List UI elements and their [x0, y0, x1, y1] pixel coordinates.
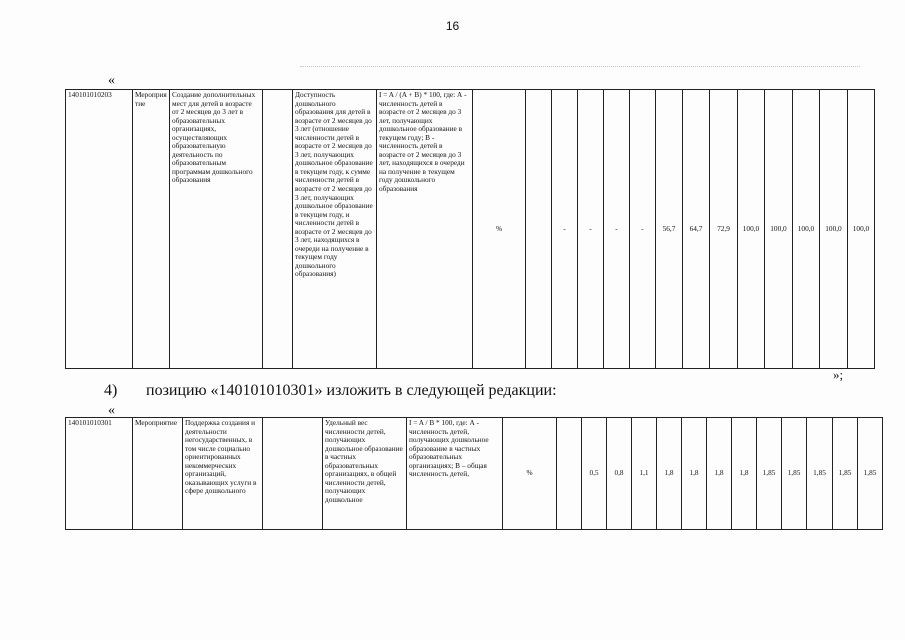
value-cell: 1,85: [757, 418, 782, 530]
value-cell: 0,8: [607, 418, 632, 530]
scan-noise-line: [300, 66, 860, 71]
value-cell: 1,8: [657, 418, 682, 530]
value-cell: [557, 418, 582, 530]
value-cell: 0,5: [582, 418, 607, 530]
value-cell: 100,0: [738, 90, 765, 369]
table-position-140101010301: [65, 417, 883, 530]
value-cell: -: [578, 90, 604, 369]
value-cell: 1,8: [732, 418, 757, 530]
value-cell: [526, 90, 552, 369]
position-name: Поддержка создания и деятельности негосударственных, в том числе социально ориентированных некоммерческих организаций, оказывающих услуги в сфере дошкольного: [183, 418, 263, 530]
value-cell: 100,0: [820, 90, 848, 369]
table-row: [66, 418, 883, 530]
value-cell: 1,8: [707, 418, 732, 530]
value-cell: 56,7: [656, 90, 683, 369]
value-cell: -: [604, 90, 630, 369]
value-cell: 100,0: [765, 90, 793, 369]
position-code: 140101010203: [66, 90, 133, 369]
opening-quote-1: «: [108, 73, 115, 88]
value-cell: 1,85: [833, 418, 858, 530]
value-cell: -: [552, 90, 578, 369]
page-number: 16: [445, 19, 460, 33]
indicator-name: Доступность дошкольного образования для детей в возрасте от 2 месяцев до 3 лет (отношение численности детей в возрасте от 2 месяцев до 3 лет, получающих дошкольное образование в текущем году, к сумме численности детей в возрасте от 2 месяцев до 3 лет, получающих дошкольное образование в текущем году, и численности детей в возрасте от 2 месяцев до 3 лет, находящихся в очереди на получение в текущем году дошкольного образования): [293, 90, 377, 369]
position-type: Мероприятие: [133, 418, 183, 530]
closing-quote: »;: [833, 367, 844, 382]
position-name: Создание дополнительных мест для детей в возрасте от 2 месяцев до 3 лет в образовательных организациях, осуществляющих образовательную деятельность по образовательным программам дошкольного образования: [170, 90, 263, 369]
indicator-formula: I = A / B * 100, где: А - численность детей, получающих дошкольное образование в частных образовательных организациях; В – общая численность детей,: [407, 418, 503, 530]
value-cell: -: [630, 90, 656, 369]
value-cell: 1,8: [682, 418, 707, 530]
empty-cell: [263, 418, 323, 530]
value-cell: 1,85: [807, 418, 833, 530]
table-position-140101010203: [65, 89, 875, 369]
unit-cell: %: [503, 418, 557, 530]
instruction-text: позицию «140101010301» изложить в следующей редакции:: [146, 382, 557, 399]
opening-quote-2: «: [108, 403, 115, 418]
position-code: 140101010301: [66, 418, 133, 530]
empty-cell: [263, 90, 293, 369]
amendment-instruction: [104, 382, 557, 400]
indicator-name: Удельный вес численности детей, получающих дошкольное образование в частных образовательных организациях, в общей численности детей, получающих дошкольное: [323, 418, 407, 530]
table-row: [66, 90, 875, 369]
indicator-formula: I = A / (A + B) * 100, где: А - численность детей в возрасте от 2 месяцев до 3 лет, получающих дошкольное образование в текущем году; В - численность детей в возрасте от 2 месяцев до 3 лет, находящихся в очереди на получение в текущем году дошкольного образования: [377, 90, 473, 369]
unit-cell: %: [473, 90, 526, 369]
value-cell: 100,0: [793, 90, 820, 369]
instruction-item-number: 4): [104, 382, 118, 399]
value-cell: 72,9: [710, 90, 738, 369]
value-cell: 1,85: [782, 418, 807, 530]
value-cell: 64,7: [683, 90, 710, 369]
value-cell: 1,85: [858, 418, 883, 530]
position-type: Мероприятие: [133, 90, 170, 369]
value-cell: 1,1: [632, 418, 657, 530]
value-cell: 100,0: [848, 90, 875, 369]
